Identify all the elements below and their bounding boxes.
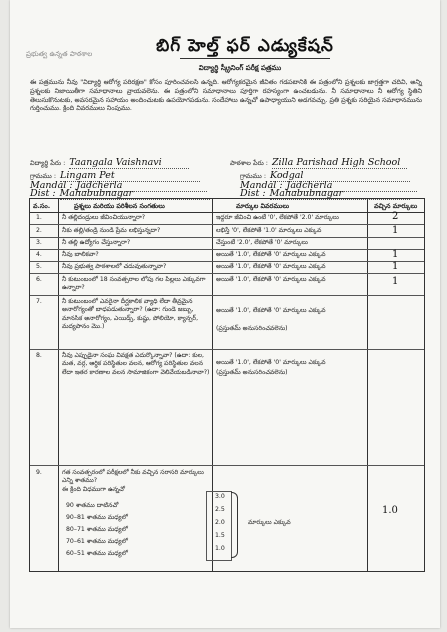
row-7-number: 7. (36, 298, 42, 305)
student-name-field (30, 157, 189, 169)
header-question: ప్రశ్నలు మరియు పరిశీలన సంగతులు (74, 202, 165, 210)
scale-row-5-value: 1.0 (215, 545, 225, 552)
scale-row-3-value: 2.0 (215, 519, 225, 526)
row-5-number: 5. (36, 263, 42, 270)
scale-row-4-value: 1.5 (215, 532, 225, 539)
row-5-marks: అయితే '1.0', లేకపోతే '0' మార్కులు ఎక్కువ (216, 263, 326, 270)
row-4-marks: అయితే '1.0', లేకపోతే '0' మార్కులు ఎక్కువ (216, 251, 326, 258)
title-underline (180, 58, 330, 59)
row-3-number: 3. (36, 239, 42, 246)
page-title: బిగ్ హెల్త్ ఫర్ ఎడ్యుకేషన్ (156, 36, 334, 56)
header-serial: వ.సం. (33, 202, 51, 210)
mandal-label: Mandal : (30, 180, 73, 191)
row-9-question: గత సంవత్సరంలో పరీక్షలలో నీకు వచ్చిన సరాసరి మార్కులు ఎన్ని శాతము? (62, 469, 204, 485)
row-1-question: నీ తల్లిదండ్రులు జీవించియున్నారా? (62, 214, 146, 221)
column-divider (58, 199, 59, 571)
row-2-marks: లభిస్తే '0', లేకపోతే '1.0' మార్కులు ఎక్కువ (216, 227, 322, 234)
scale-row-4-label: 70–61 శాతము మధ్యలో (66, 538, 128, 545)
row-7-marks: అయితే '1.0', లేకపోతే '0' మార్కులు ఎక్కువ (216, 307, 326, 314)
page-subtitle: విద్యార్థి స్క్రీనింగ్ పరీక్ష పత్రము (198, 64, 282, 72)
row-divider (30, 273, 424, 274)
scale-row-2-value: 2.5 (215, 506, 225, 513)
row-6-score: 1 (392, 276, 399, 287)
school-name-value: Zilla Parishad High School (272, 157, 407, 169)
row-1-score: 2 (392, 211, 399, 222)
row-6-marks: అయితే '1.0', లేకపోతే '0' మార్కులు ఎక్కువ (216, 276, 326, 283)
school-district-value: Mahabubnagar (270, 188, 410, 200)
row-9-score: 1.0 (382, 505, 398, 516)
row-9-number: 9. (36, 469, 42, 476)
row-9-marks: మార్కులు ఎక్కువ (248, 519, 291, 526)
document-page (10, 0, 440, 628)
village-label: గ్రామము : (30, 172, 57, 180)
row-divider (30, 224, 424, 225)
school-village-value: Kodgal (270, 170, 410, 182)
school-name-label: పాఠశాల పేరు : (230, 159, 268, 167)
row-6-number: 6. (36, 276, 42, 283)
header-marks: మార్కుల వివరములు (236, 202, 290, 210)
row-7-note: (ప్రస్తుతమ్ అనుసరించవలెను) (216, 325, 288, 332)
row-8-note: (ప్రస్తుతమ్ అనుసరించవలెను) (216, 369, 288, 376)
row-4-question: నీవు బాలికవా? (62, 251, 99, 258)
school-mandal-value: Jadcherla (287, 180, 417, 192)
table-header (30, 199, 424, 213)
student-name-label: విద్యార్థి పేరు : (30, 159, 66, 167)
row-2-score: 1 (392, 225, 399, 236)
scale-row-5-label: 60–51 శాతము మధ్యలో (66, 550, 128, 557)
school-district-label: Dist : (240, 188, 266, 199)
mandal-value: Jadcherla (77, 180, 207, 192)
school-village-label: గ్రామము : (240, 172, 267, 180)
row-3-marks: చేస్తుంటే '2.0', లేకపోతే '0' మార్కులు (216, 239, 308, 246)
row-8-marks: అయితే '1.0', లేకపోతే '0' మార్కులు ఎక్కువ (216, 359, 326, 366)
school-stamp: ప్రభుత్వ ఉన్నత పాఠశాల (26, 50, 93, 58)
row-2-number: 2. (36, 227, 42, 234)
row-5-score: 1 (392, 261, 399, 272)
row-divider (30, 349, 424, 350)
grade-scale-list (66, 502, 206, 562)
column-divider (367, 199, 368, 571)
scale-row-1-label: 90 శాతము దాటినచో (66, 502, 119, 509)
intro-paragraph: ఈ పత్రమును నీవు "విద్యార్థి ఆరోగ్య పరిరక్షణ" కోసం పూరించవలసి ఉన్నది. ఆరోగ్యకరమైన జీవితం గడపటానికి ఈ పత్రంలోని ప్రశ్నలకు జాగ్రత్తగా చదివి, అన్ని ప్రశ్నలకు నిజాయితీగా సమాధానాలు వ్రాయవలెను. ఈ పత్రంలోని సమాధానాలు పూర్తిగా రహస్యంగా ఉంచబడును. నీ సమాధానాలు నీ ఆరోగ్య స్థితిని తెలుసుకొనుటకు, అవసరమైన సహాయం అందించుటకు ఉపయోగపడును. సందేహాలు ఉన్నచో ఉపాధ్యాయుని అడగవచ్చు. ప్రతి ప్రశ్నకు సరియైన సమాధానమును గుర్తించుము. క్రింది వివరములు నింపుము. (30, 78, 422, 113)
row-9-scale-intro: ఈ క్రింది విధముగా ఉన్నచో (62, 486, 125, 493)
row-divider (30, 465, 424, 466)
row-8-question: నీవు ఎప్పుడైనా సంఘ వివక్షత ఎదుర్కొన్నావా? (ఉదా: కుల, మత, వర్గ, ఆర్థిక పరిస్థితుల వలన, ఆరోగ్య పరిస్థితుల వలన లేదా ఇతర కారణాల వలన సామాజికంగా వెలివేయబడినావా?) (62, 352, 210, 376)
grade-value-box (206, 491, 232, 561)
village-value: Lingam Pet (60, 170, 200, 182)
school-name-field (230, 157, 407, 169)
row-divider (30, 237, 424, 238)
scale-row-1-value: 3.0 (215, 493, 225, 500)
scale-row-2-label: 90–81 శాతము మధ్యలో (66, 514, 128, 521)
row-divider (30, 249, 424, 250)
row-1-number: 1. (36, 214, 42, 221)
student-name-value: Taangala Vaishnavi (69, 157, 189, 169)
header-score: వచ్చిన మార్కులు (374, 202, 418, 210)
row-divider (30, 295, 424, 296)
row-5-question: నీవు ప్రభుత్వ పాఠశాలలో చదువుతున్నావా? (62, 263, 167, 270)
row-3-question: నీ తల్లి ఉద్యోగం చేస్తున్నారా? (62, 239, 131, 246)
row-4-score: 1 (392, 249, 399, 260)
district-value: Mahabubnagar (60, 188, 210, 200)
row-1-marks: ఇద్దరూ జీవించి ఉంటే '0', లేకపోతే '2.0' మార్కులు (216, 214, 339, 221)
row-4-number: 4. (36, 251, 42, 258)
scale-row-3-label: 80–71 శాతము మధ్యలో (66, 526, 128, 533)
school-mandal-label: Mandal : (240, 180, 283, 191)
row-8-number: 8. (36, 352, 42, 359)
row-divider (30, 261, 424, 262)
grade-brace (231, 492, 238, 558)
row-2-question: నీకు తల్లి/తండ్రి నుండి ప్రేమ లభిస్తున్నదా? (62, 227, 161, 234)
row-6-question: నీ కుటుంబంలో 18 సంవత్సరాల లోపు గల పిల్లలు ఎక్కువగా ఉన్నారా? (62, 276, 206, 292)
district-label: Dist : (30, 188, 56, 199)
row-7-question: నీ కుటుంబంలో ఎవరైనా దీర్ఘకాలిక వ్యాధి లేదా తీవ్రమైన అనారోగ్యంతో బాధపడుతున్నారా? (ఉదా: గుండె జబ్బు, మానసిక అనారోగ్యం, ఎయిడ్స్, కుష్టు, పోలియో, క్యాన్సర్, మద్యపానం మొ.) (62, 298, 199, 331)
